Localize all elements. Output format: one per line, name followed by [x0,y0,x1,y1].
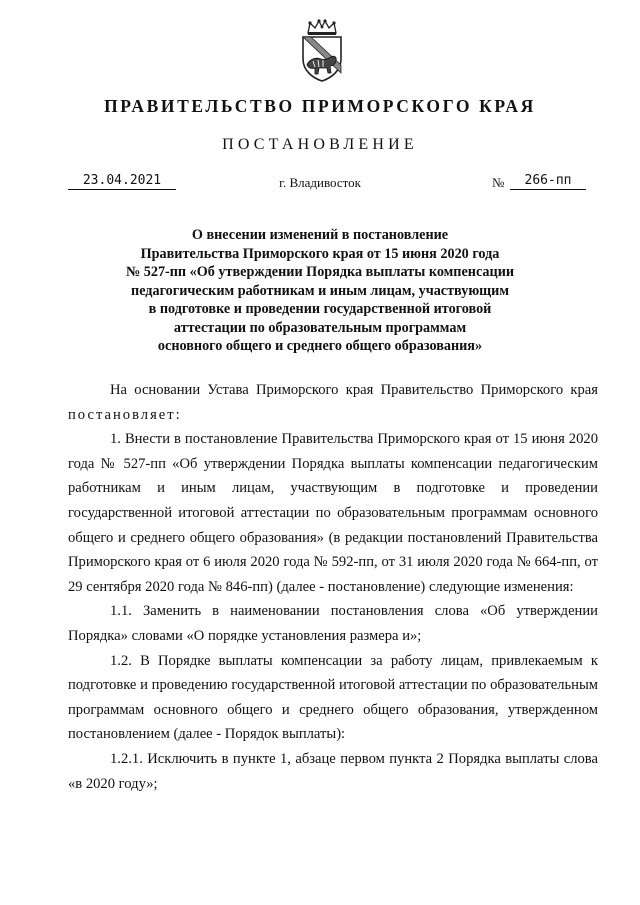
government-title: ПРАВИТЕЛЬСТВО ПРИМОРСКОГО КРАЯ [104,96,536,116]
document-heading [80,226,560,356]
heading-line: № 527-пп «Об утверждении Порядка выплаты компенсации [125,264,515,280]
intro-verb: постановляет [68,406,176,423]
coat-of-arms-emblem [297,18,347,82]
paragraph-1: 1. Внести в постановление Правительства Приморского края от 15 июня 2020 года № 527-пп «Об утверждении Порядка выплаты компенсации педагогическим работникам и иным лицам, участвующим в подготовке и проведении государственной итоговой аттестации по образовательным программам основного общего и среднего общего образования» (в редакции постановлений Правительства Приморского края от 6 июля 2020 года № 592-пп, от 31 июля 2020 года № 664-пп, от 29 сентября 2020 года № 846-пп) (далее - постановление) следующие изменения: [68,431,598,595]
intro-colon: : [175,406,180,423]
document-body [68,378,598,796]
heading-line: аттестации по образовательным программам [173,319,467,336]
paragraph-1-1: 1.1. Заменить в наименовании постановления слова «Об утверждении Порядка» словами «О порядке установления размера и»; [68,603,598,644]
heading-line: в подготовке и проведении государственной итоговой [148,301,492,317]
document-type: ПОСТАНОВЛЕНИЕ [222,136,418,153]
document-number: 266-пп [510,173,586,190]
document-city: г. Владивосток [279,175,361,190]
intro-text: На основании Устава Приморского края Правительство Приморского края [110,382,598,398]
document-date: 23.04.2021 [68,173,176,190]
number-sign: № [492,175,505,190]
paragraph-1-2: 1.2. В Порядке выплаты компенсации за работу лицам, привлекаемым к подготовке и проведению государственной итоговой аттестации по образовательным программам основного общего и среднего общего образования, утвержденном постановлением (далее - Порядок выплаты): [68,652,598,743]
intro-paragraph [68,378,598,427]
heading-line: основного общего и среднего общего образования» [157,338,483,354]
paragraph-1-2-1: 1.2.1. Исключить в пункте 1, абзаце первом пункта 2 Порядка выплаты слова «в 2020 году»; [68,750,598,792]
heading-line: О внесении изменений в постановление [191,227,449,243]
heading-line: Правительства Приморского края от 15 июня 2020 года [140,245,500,262]
heading-line: педагогическим работникам и иным лицам, участвующим [131,282,509,299]
